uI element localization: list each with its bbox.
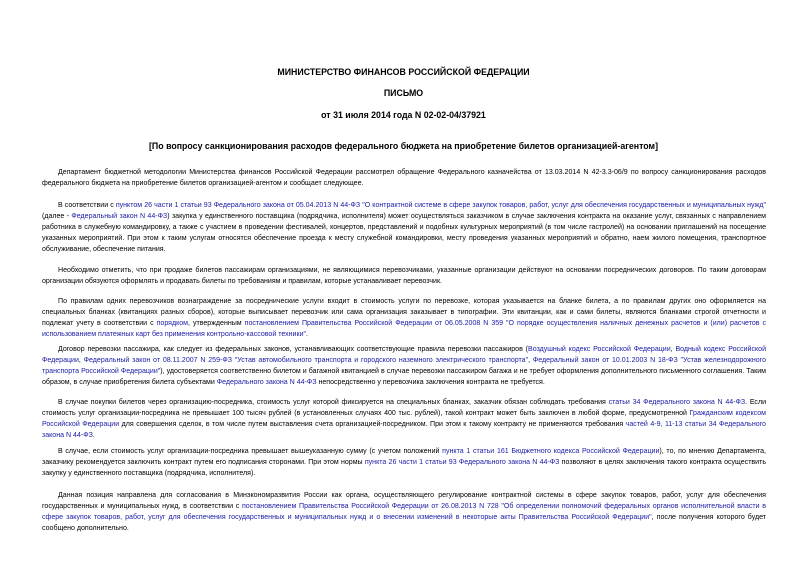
legal-reference-link[interactable]: статьи 34 Федерального закона N 44-ФЗ bbox=[608, 399, 746, 406]
legal-reference-link[interactable]: Федеральный закон N 44-ФЗ bbox=[71, 212, 168, 220]
paragraph-text: ), то, по мнению Департамента, заказчику рекомендуется заключить контракт путем его подписания сторонами. При этом нормы bbox=[42, 448, 767, 466]
paragraph-text: Данная позиция направлена для согласования в Минэкономразвития России как органа, осуществляющего регулирование контрактной системы в сфере закупок товаров, работ, услуг для обеспечения государственных и муниципальных нужд, в соответствии с bbox=[42, 492, 766, 510]
paragraph-text: Необходимо отметить, что при продаже билетов пассажирам организациями, не являющимися перевозчиками, указанные организации действуют на основании посреднических договоров. По таким договорам организации обязуются оформлять и продавать билеты по требованиям и правилам, которые устанавливает перевозчик. bbox=[42, 267, 766, 285]
legal-reference-link[interactable]: постановлением Правительства Российской Федерации от 06.05.2008 N 359 "О порядке осуществления наличных денежных расчетов и (или) расчетов с использованием платежных карт без применения контрольно-кассовой техники" bbox=[42, 319, 766, 338]
paragraph-text: , после получения которого будет сообщено дополнительно. bbox=[42, 513, 767, 532]
legal-reference-link[interactable]: пункта 1 статьи 161 Бюджетного кодекса Российской Федерации bbox=[442, 448, 660, 455]
paragraph-5 bbox=[42, 345, 766, 389]
paragraph-text: непосредственно у перевозчика заключения контракта не требуется. bbox=[316, 378, 545, 386]
paragraph-1 bbox=[42, 168, 766, 190]
paragraph-text: (далее - bbox=[42, 212, 72, 220]
paragraph-4 bbox=[42, 297, 766, 341]
ministry-title: МИНИСТЕРСТВО ФИНАНСОВ РОССИЙСКОЙ ФЕДЕРАЦИИ bbox=[277, 67, 530, 77]
legal-reference-link[interactable]: Федеральный закон от 10.01.2003 N 18-ФЗ "Устав железнодорожного транспорта Российской Федерации" bbox=[42, 356, 767, 375]
paragraph-3 bbox=[42, 266, 766, 288]
legal-reference-link[interactable]: порядком bbox=[156, 319, 189, 327]
legal-reference-link[interactable]: частей 4-9, 11-13 статьи 34 Федерального закона N 44-ФЗ bbox=[42, 420, 766, 439]
paragraph-text: , bbox=[78, 356, 84, 364]
legal-reference-link[interactable]: Водный кодекс Российской Федерации bbox=[42, 346, 767, 364]
legal-reference-link[interactable]: пункта 26 части 1 статьи 93 Федерального закона N 44-ФЗ bbox=[364, 458, 560, 466]
paragraph-text: Договор перевозки пассажира, как следует из федеральных законов, устанавливающих соответствующие правила перевозки пассажиров ( bbox=[58, 346, 529, 353]
paragraph-text: В случае, если стоимость услуг организации-посредника превышает вышеуказанную сумму (с учетом положений bbox=[58, 448, 443, 455]
paragraph-7 bbox=[42, 447, 766, 480]
paragraph-text: По правилам одних перевозчиков вознаграждение за посреднические услуги входит в стоимость услуги по перевозке, которая указывается на бланке билета, а по правилам других оно оформляется на специальных бланках (квитанциях разных сборов), которые выписывает перевозчик или сама организация заказывает в типографии. Эти квитанции, как и сами билеты, являются бланками строгой отчетности и подлежат учету в соответствии с bbox=[42, 298, 766, 327]
paragraph-text: позволяют в целях заключения такого контракта осуществить закупку у единственного поставщика (подрядчика, исполнителя). bbox=[42, 458, 767, 477]
legal-reference-link[interactable]: Гражданским кодексом Российской Федерации bbox=[42, 409, 766, 428]
paragraph-text: ) закупка у единственного поставщика (подрядчика, исполнителя) может осуществляться заказчиком в случае заключения контракта на оказание услуг, связанных с направлением работника в служебную командировку, а также с участием в проведении фестивалей, концертов, представлений и подобных культурных мероприятий (в том числе гастролей) на основании приглашений на посещение указанных мероприятий. При этом к таким услугам относятся обеспечение проезда к месту служебной командировки, месту проведения указанных мероприятий и обратно, наем жилого помещения, транспортное обслуживание, обеспечение питания. bbox=[42, 212, 766, 253]
paragraph-text: Департамент бюджетной методологии Министерства финансов Российской Федерации рассмотрел обращение Федерального казначейства от 13.03.2014 N 42-3.3-06/9 по вопросу санкционирования расходов федерального бюджета на приобретение билетов организацией-агентом и сообщает следующее. bbox=[42, 169, 766, 187]
paragraph-text: , утвержденным bbox=[188, 319, 245, 327]
paragraph-text: ), удостоверяется соответственно билетом и багажной квитанцией в случае перевозки пассажиром багажа и не требует оформления дополнительного письменного соглашения. Таким образом, в случае приобретения билета субъектами bbox=[42, 367, 766, 386]
paragraph-text: , bbox=[670, 346, 676, 353]
paragraph-text: . Если стоимость услуг организации-посредника не превышает 100 тысяч рублей (в установленных случаях 400 тыс. рублей), такой контракт может быть заключен в любой форме, предусмотренной bbox=[42, 399, 767, 417]
paragraph-text: В соответствии с bbox=[58, 202, 116, 209]
paragraph-6 bbox=[42, 398, 766, 442]
legal-reference-link[interactable]: пунктом 26 части 1 статьи 93 Федерального закона от 05.04.2013 N 44-ФЗ "О контрактной системе в сфере закупок товаров, работ, услуг для обеспечения государственных и муниципальных нужд" bbox=[115, 202, 766, 209]
paragraph-text: . bbox=[306, 330, 308, 338]
paragraph-text: для совершения сделок, в том числе путем выставления счета организацией-посредником. При этом к такому контракту не применяются требования bbox=[119, 420, 626, 428]
paragraph-text: В случае покупки билетов через организацию-посредника, стоимость услуг которой фиксируется на специальных бланках, заказчик обязан соблюдать требования bbox=[58, 399, 609, 406]
paragraph-2 bbox=[42, 201, 766, 256]
paragraph-text: , bbox=[528, 356, 533, 364]
legal-reference-link[interactable]: Федерального закона N 44-ФЗ bbox=[216, 378, 317, 386]
document-subject: [По вопросу санкционирования расходов федерального бюджета на приобретение билетов организацией-агентом] bbox=[149, 141, 658, 151]
paragraph-8 bbox=[42, 491, 766, 535]
legal-reference-link[interactable]: постановлением Правительства Российской Федерации от 26.08.2013 N 728 "Об определении полномочий федеральных органов исполнительной власти в сфере закупок товаров, работ, услуг для обеспечения государственных и муниципальных нужд и о внесении изменений в некоторые акты Правительства Российской Федерации" bbox=[42, 502, 766, 521]
legal-reference-link[interactable]: Воздушный кодекс Российской Федерации bbox=[528, 346, 671, 353]
paragraph-text: . bbox=[92, 431, 95, 439]
legal-reference-link[interactable]: Федеральный закон от 08.11.2007 N 259-ФЗ "Устав автомобильного транспорта и городского наземного электрического транспорта" bbox=[83, 356, 529, 364]
document-type: ПИСЬМО bbox=[383, 88, 424, 98]
document-date-number: от 31 июля 2014 года N 02-02-04/37921 bbox=[321, 110, 486, 120]
